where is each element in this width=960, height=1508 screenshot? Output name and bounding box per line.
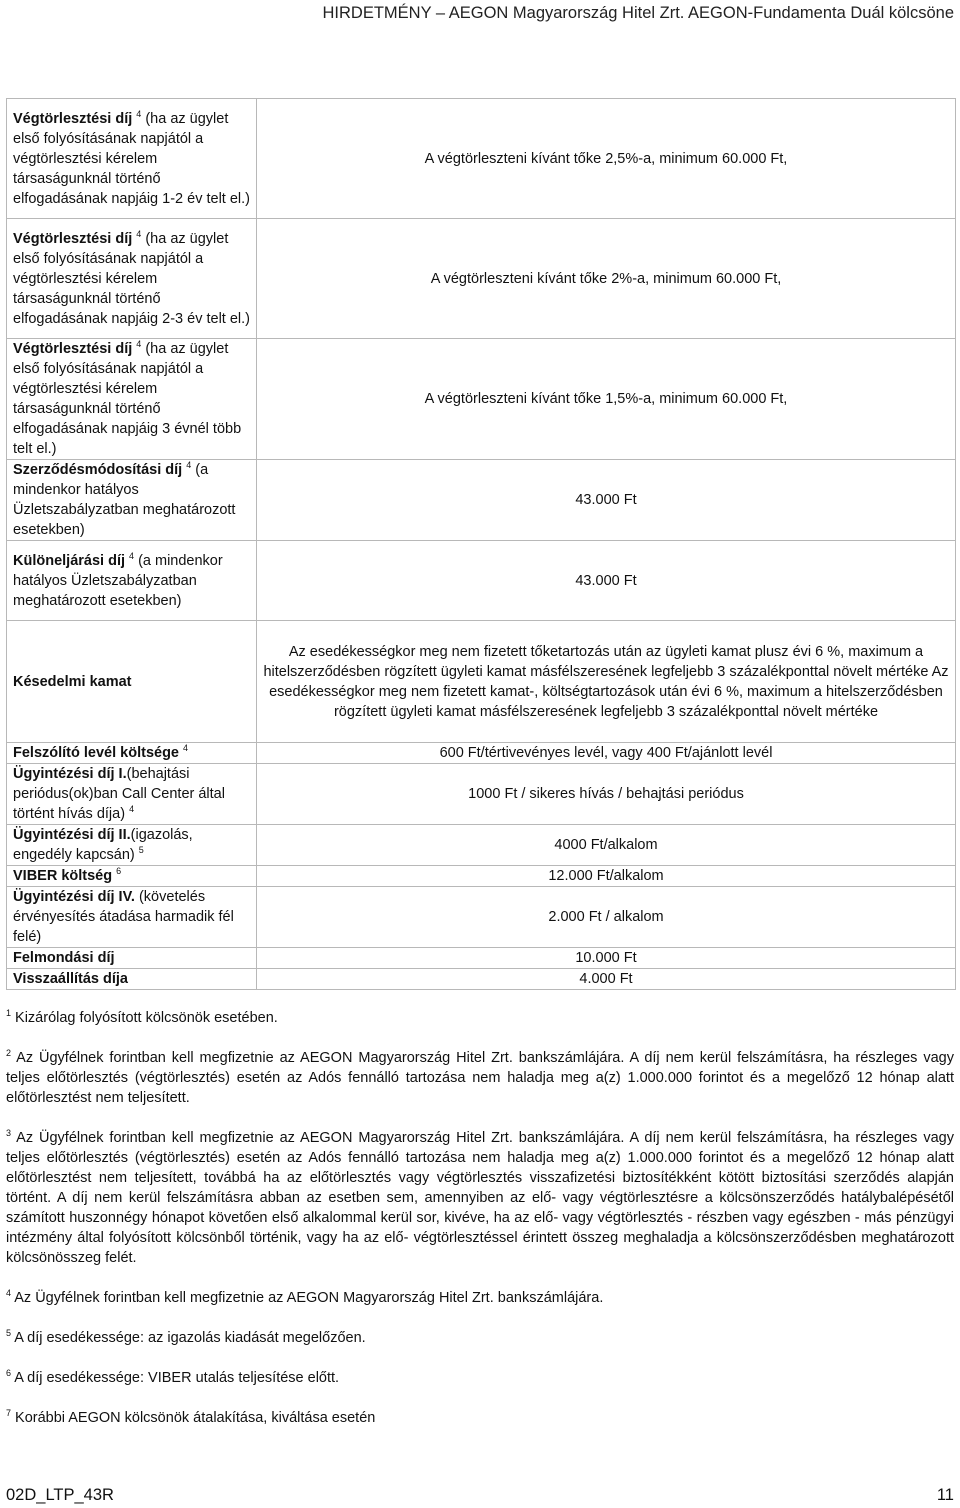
footnote-5: $^5$ A díj esedékessége: az igazolás kiadását megelőzően. bbox=[6, 1328, 366, 1346]
fee-value: 2.000 Ft / alkalom bbox=[257, 887, 956, 948]
fee-value: A végtörleszteni kívánt tőke 2,5%-a, minimum 60.000 Ft, bbox=[257, 99, 956, 219]
table-row bbox=[7, 339, 956, 460]
footnotes bbox=[6, 1008, 954, 1428]
fee-label: Felmondási díj bbox=[7, 948, 257, 969]
fee-value: 600 Ft/tértivevényes levél, vagy 400 Ft/ajánlott levél bbox=[257, 743, 956, 764]
document-code: 02D_LTP_43R bbox=[6, 1486, 114, 1504]
table-row bbox=[7, 825, 956, 866]
fee-label: Késedelmi kamat bbox=[7, 621, 257, 743]
table-row bbox=[7, 460, 956, 541]
fee-label: VIBER költség $^6$ bbox=[7, 866, 257, 887]
fee-label: Különeljárási díj $^4$ (a mindenkor hatályos Üzletszabályzatban meghatározott esetekben) bbox=[7, 541, 257, 621]
table-row bbox=[7, 99, 956, 219]
fee-value: 10.000 Ft bbox=[257, 948, 956, 969]
fee-label: Végtörlesztési díj $^4$ (ha az ügylet első folyósításának napjától a végtörlesztési kérelem társaságunknál történő elfogadásának napjáig 3 évnél több telt el.) bbox=[7, 339, 257, 460]
table-row bbox=[7, 219, 956, 339]
table-row bbox=[7, 866, 956, 887]
fee-label: Ügyintézési díj I.(behajtási periódus(ok)ban Call Center által történt hívás díja) $^4$ bbox=[7, 764, 257, 825]
footnote-1: $^1$ Kizárólag folyósított kölcsönök esetében. bbox=[6, 1008, 278, 1026]
fee-table bbox=[6, 98, 956, 990]
footnote-6: $^6$ A díj esedékessége: VIBER utalás teljesítése előtt. bbox=[6, 1368, 340, 1386]
table-row bbox=[7, 948, 956, 969]
fee-value: 43.000 Ft bbox=[257, 460, 956, 541]
table-row bbox=[7, 621, 956, 743]
fee-value: A végtörleszteni kívánt tőke 2%-a, minimum 60.000 Ft, bbox=[257, 219, 956, 339]
footnote-7: $^7$ Korábbi AEGON kölcsönök átalakítása, kiváltása esetén bbox=[6, 1408, 376, 1426]
fee-value: 43.000 Ft bbox=[257, 541, 956, 621]
fee-value: 12.000 Ft/alkalom bbox=[257, 866, 956, 887]
fee-value: A végtörleszteni kívánt tőke 1,5%-a, minimum 60.000 Ft, bbox=[257, 339, 956, 460]
fee-value: 1000 Ft / sikeres hívás / behajtási periódus bbox=[257, 764, 956, 825]
fee-label: Felszólító levél költsége $^4$ bbox=[7, 743, 257, 764]
fee-label: Ügyintézési díj II.(igazolás, engedély kapcsán) $^5$ bbox=[7, 825, 257, 866]
footnote-4: $^4$ Az Ügyfélnek forintban kell megfizetnie az AEGON Magyarország Hitel Zrt. bankszámlájára. bbox=[6, 1288, 604, 1306]
table-row bbox=[7, 743, 956, 764]
footnote-2: $^2$ Az Ügyfélnek forintban kell megfizetnie az AEGON Magyarország Hitel Zrt. bankszámlájára. A díj nem kerül felszámításra, ha részleges vagy teljes előtörlesztés (végtörlesztés) esetén az Adós fennálló tartozása nem haladja meg a(z) 1.000.000 forintot és a megelőző 12 hónap alatt előtörlesztést nem teljesített. bbox=[6, 1048, 954, 1106]
table-row bbox=[7, 541, 956, 621]
fee-label: Ügyintézési díj IV. (követelés érvényesítés átadása harmadik fél felé) bbox=[7, 887, 257, 948]
page-number: 11 bbox=[936, 1486, 954, 1504]
fee-label: Végtörlesztési díj $^4$ (ha az ügylet első folyósításának napjától a végtörlesztési kérelem társaságunknál történő elfogadásának napjáig 2-3 év telt el.) bbox=[7, 219, 257, 339]
fee-value: 4000 Ft/alkalom bbox=[257, 825, 956, 866]
table-row bbox=[7, 764, 956, 825]
fee-label: Szerződésmódosítási díj $^4$ (a mindenkor hatályos Üzletszabályzatban meghatározott esetekben) bbox=[7, 460, 257, 541]
fee-label: Visszaállítás díja bbox=[7, 969, 257, 990]
fee-value: 4.000 Ft bbox=[257, 969, 956, 990]
footnote-3: $^3$ Az Ügyfélnek forintban kell megfizetnie az AEGON Magyarország Hitel Zrt. bankszámlájára. A díj nem kerül felszámításra, ha részleges vagy teljes előtörlesztés (végtörlesztés) esetén az Adós fennálló tartozása nem haladja meg a(z) 1.000.000 forintot és a megelőző 12 hónap alatt előtörlesztést nem teljesített, továbbá ha az előtörlesztés vagy végtörlesztés visszafizetési biztosítékként kötött biztosítási szerződés alapján történt. A díj nem kerül felszámításra abban az esetben sem, amennyiben az elő- vagy végtörlesztésre a kölcsönszerződés hatálybalépésétől számított huszonnégy hónapot követően első alkalommal kerül sor, kivéve, ha az elő- vagy végtörlesztés - részben vagy egészben - más pénzügyi intézmény által folyósított kölcsönből történik, vagy ha az elő- végtörlesztéssel érintett összeg meghaladja a kölcsönszerződésben meghatározott kölcsönösszeg felét. bbox=[6, 1128, 954, 1266]
fee-label: Végtörlesztési díj $^4$ (ha az ügylet első folyósításának napjától a végtörlesztési kérelem társaságunknál történő elfogadásának napjáig 1-2 év telt el.) bbox=[7, 99, 257, 219]
fee-value: Az esedékességkor meg nem fizetett tőketartozás után az ügyleti kamat plusz évi 6 %, maximum a hitelszerződésben rögzített ügyleti kamat másfélszeresének legfeljebb 3 százalékponttal növelt mértéke Az esedékességkor meg nem fizetett kamat-, költségtartozások után évi 6 %, maximum a hitelszerződésben rögzített ügyleti kamat másfélszeresének legfeljebb 3 százalékponttal növelt mértéke bbox=[257, 621, 956, 743]
table-row bbox=[7, 969, 956, 990]
document-header: HIRDETMÉNY – AEGON Magyarország Hitel Zrt. AEGON-Fundamenta Duál kölcsöne bbox=[322, 4, 954, 22]
table-row bbox=[7, 887, 956, 948]
